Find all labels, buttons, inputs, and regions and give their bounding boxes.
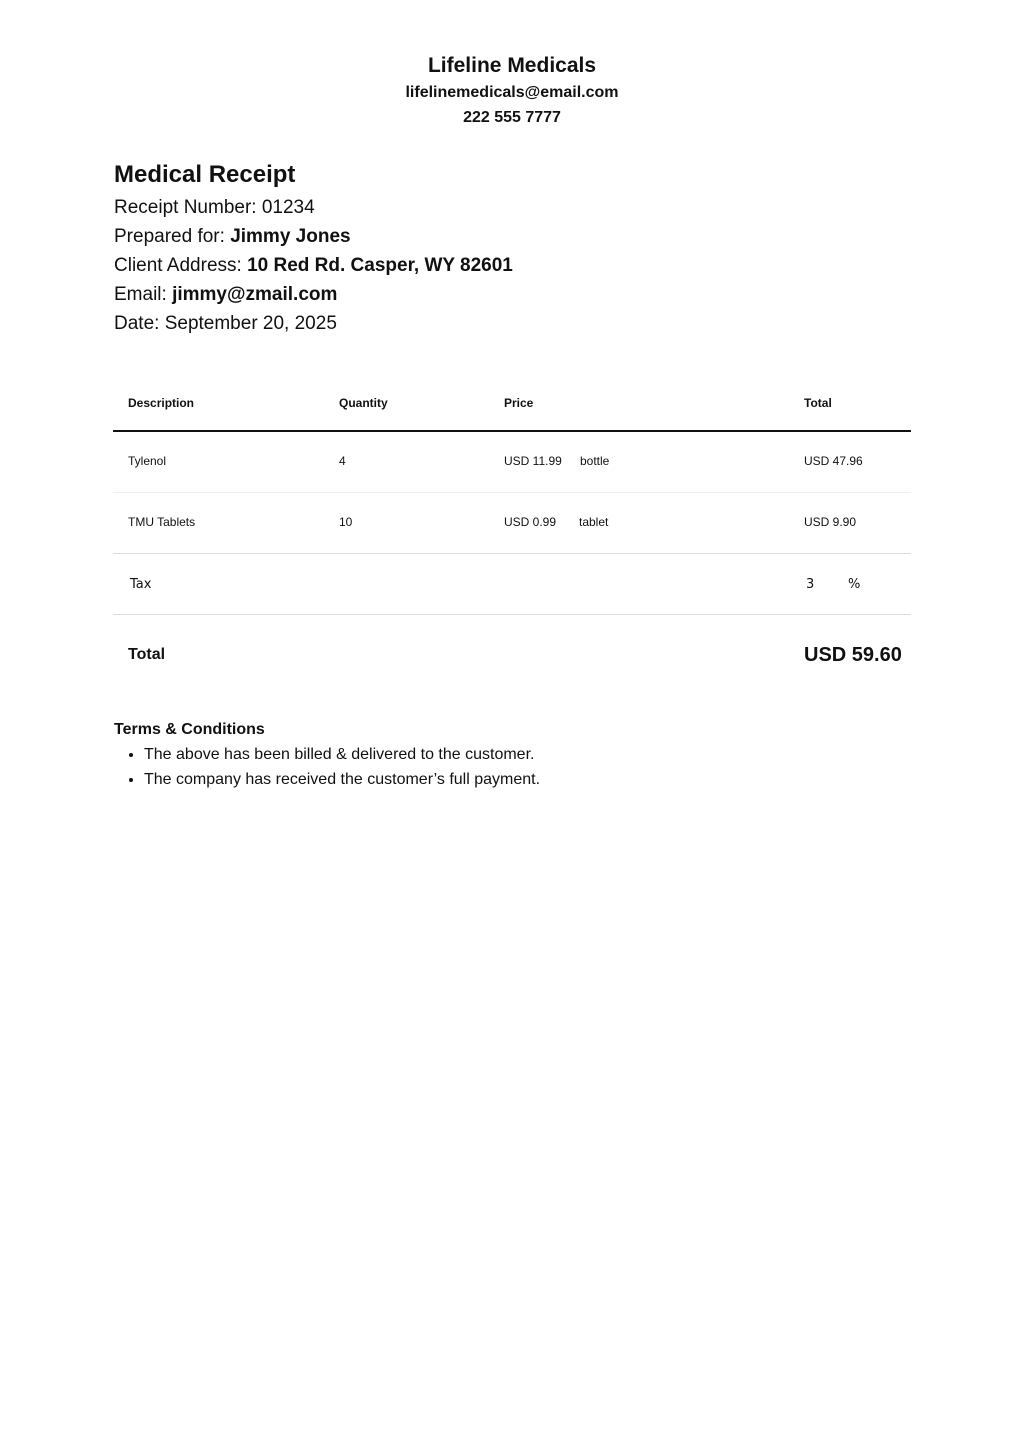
- client-email-label: Email:: [114, 284, 167, 305]
- item-total: USD 9.90: [804, 515, 857, 529]
- company-name: Lifeline Medicals: [427, 54, 597, 77]
- terms-title: Terms & Conditions: [114, 721, 265, 738]
- header-price: Price: [504, 396, 534, 410]
- client-address: 10 Red Rd. Casper, WY 82601: [247, 255, 513, 276]
- terms-section: [114, 718, 914, 792]
- grand-total-label: Total: [128, 646, 166, 663]
- client-email-line: [114, 280, 914, 309]
- grand-total-amount: USD 59.60: [804, 644, 902, 666]
- tax-value: 3: [806, 577, 815, 592]
- item-unit: tablet: [579, 515, 609, 529]
- item-quantity: 4: [339, 454, 346, 468]
- receipt-date-line: [114, 309, 914, 338]
- receipt-date: September 20, 2025: [164, 313, 337, 334]
- header-total: Total: [804, 396, 832, 410]
- receipt-info: [114, 159, 914, 338]
- item-unit: bottle: [580, 454, 610, 468]
- receipt-number-line: [114, 193, 914, 222]
- receipt-number: 01234: [261, 197, 315, 218]
- company-email: lifelinemedicals@email.com: [405, 84, 619, 101]
- item-total: USD 47.96: [804, 454, 863, 468]
- table-row: [113, 493, 911, 554]
- prepared-for-line: [114, 222, 914, 251]
- receipt-date-label: Date:: [114, 313, 160, 334]
- tax-row: [113, 554, 911, 615]
- prepared-for-label: Prepared for:: [114, 226, 225, 247]
- header-quantity: Quantity: [339, 396, 388, 410]
- client-name: Jimmy Jones: [230, 226, 351, 247]
- company-phone: 222 555 7777: [463, 109, 561, 126]
- table-header-row: [113, 377, 911, 432]
- item-description: Tylenol: [128, 454, 167, 468]
- item-price: USD 11.99: [504, 454, 562, 468]
- company-header: [0, 52, 1024, 130]
- receipt-title: Medical Receipt: [114, 161, 296, 188]
- client-email: jimmy@zmail.com: [172, 284, 338, 305]
- item-description: TMU Tablets: [128, 515, 196, 529]
- terms-item: • The above has been billed & delivered to the customer.: [144, 742, 914, 767]
- tax-unit: %: [848, 577, 861, 592]
- items-table: [113, 377, 911, 693]
- terms-list: [114, 742, 914, 792]
- receipt-number-label: Receipt Number:: [114, 197, 257, 218]
- tax-label: Tax: [130, 577, 152, 592]
- item-quantity: 10: [339, 515, 353, 529]
- header-description: Description: [128, 396, 195, 410]
- item-price: USD 0.99: [504, 515, 557, 529]
- table-row: [113, 432, 911, 493]
- terms-item: • The company has received the customer’s full payment.: [144, 767, 914, 792]
- client-address-line: [114, 251, 914, 280]
- grand-total-row: [113, 615, 911, 693]
- client-address-label: Client Address:: [114, 255, 242, 276]
